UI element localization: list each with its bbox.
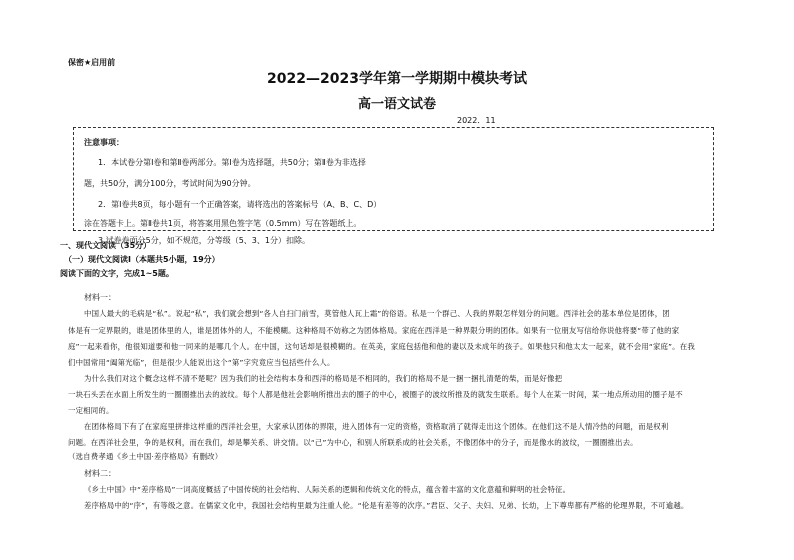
- notice-item-3: 3.试卷卷面分5分，如不规范，分等级（5、3、1分）扣除。: [98, 236, 310, 245]
- notice-item-2-cont: 涂在答题卡上。第Ⅱ卷共1页，将答案用黑色签字笔（0.5mm）写在答题纸上。: [84, 219, 362, 228]
- exam-title: 2022—2023学年第一学期期中模块考试: [267, 71, 527, 87]
- reading-instruction: 阅读下面的文字，完成1~5题。: [60, 269, 174, 278]
- paragraph-line: 一块石头丢在水面上所发生的一圈圈推出去的波纹。每个人都是他社会影响所推出去的圈子的中心，被圈子的波纹所推及的就发生联系。每个人在某一时间，某一地点所动用的圈子是不: [68, 390, 683, 399]
- exam-date: 2022．11: [457, 116, 496, 125]
- exam-subtitle: 高一语文试卷: [357, 97, 436, 112]
- section-heading: 一、现代文阅读（35分）: [60, 241, 152, 250]
- source-citation: （选自费孝通《乡土中国·差序格局》有删改）: [68, 452, 223, 461]
- paragraph-line: 一定相同的。: [68, 406, 114, 415]
- paragraph-line: 体是有一定界限的，谁是团体里的人，谁是团体外的人，不能模糊。这种格局不妨称之为团体格局。家庭在西洋是一种界限分明的团体。如果有一位朋友写信给你说他将要“带了他的家: [68, 326, 680, 335]
- paragraph-line: 们中国常用“阖第光临”，但是很少人能说出这个“第”字究竟应当包括些什么人。: [68, 358, 335, 367]
- confidential-label: 保密★启用前: [68, 58, 116, 67]
- notice-item-1-cont: 题，共50分，满分100分，考试时间为90分钟。: [84, 179, 256, 188]
- material-2-label: 材料二：: [84, 469, 116, 478]
- paragraph-line: 为什么我们对这个概念这样不清不楚呢？因为我们的社会结构本身和西洋的格局是不相同的，我们的格局不是一捆一捆扎清楚的柴，而是好像把: [84, 374, 563, 383]
- paragraph-line: 庭”一起来看你，他很知道要和他一同来的是哪几个人。在中国，这句话却是很模糊的。在英美，家庭包括他和他的妻以及未成年的孩子。如果他只和他太太一起来，就不会用“家庭”。在我: [68, 342, 695, 351]
- paragraph-line: 问题。在西洋社会里，争的是权利，而在我们，却是攀关系、讲交情。以“己”为中心，和别人所联系成的社会关系，不像团体中的分子，而是像水的波纹，一圈圈推出去。: [68, 438, 638, 447]
- notice-item-1: 1．本试卷分第Ⅰ卷和第Ⅱ卷两部分。第Ⅰ卷为选择题，共50分；第Ⅱ卷为非选择: [98, 158, 366, 167]
- paragraph-line: 中国人最大的毛病是“私”。说起“私”，我们就会想到“各人自扫门前雪，莫管他人瓦上霜”的俗语。私是一个群己、人我的界限怎样划分的问题。西洋社会的基本单位是团体，团: [84, 309, 670, 318]
- notice-title: 注意事项：: [84, 138, 124, 147]
- notice-box: [73, 127, 714, 245]
- paragraph-line: 差序格局中的“序”，有等级之意。在儒家文化中，我国社会结构里最为注重人伦。“伦是有差等的次序。”君臣、父子、夫妇、兄弟、长幼，上下尊卑都有严格的伦理界限，不可逾越。: [84, 501, 689, 510]
- notice-item-2: 2．第Ⅰ卷共8页，每小题有一个正确答案，请将选出的答案标号（A、B、C、D）: [98, 200, 382, 209]
- paragraph-line: 《乡土中国》中“差序格局”一词高度概括了中国传统的社会结构、人际关系的逻辑和传统文化的特点，蕴含着丰富的文化意蕴和鲜明的社会特征。: [84, 485, 571, 494]
- paragraph-line: 在团体格局下有了在家庭里拼排这样重的西洋社会里，大家承认团体的界限，进入团体有一定的资格，资格取消了就得走出这个团体。在他们这不是人情冷热的问题，而是权利: [84, 422, 669, 431]
- section-subheading: （一）现代文阅读Ⅰ（本题共5小题，19分）: [64, 255, 220, 264]
- material-1-label: 材料一：: [84, 293, 116, 302]
